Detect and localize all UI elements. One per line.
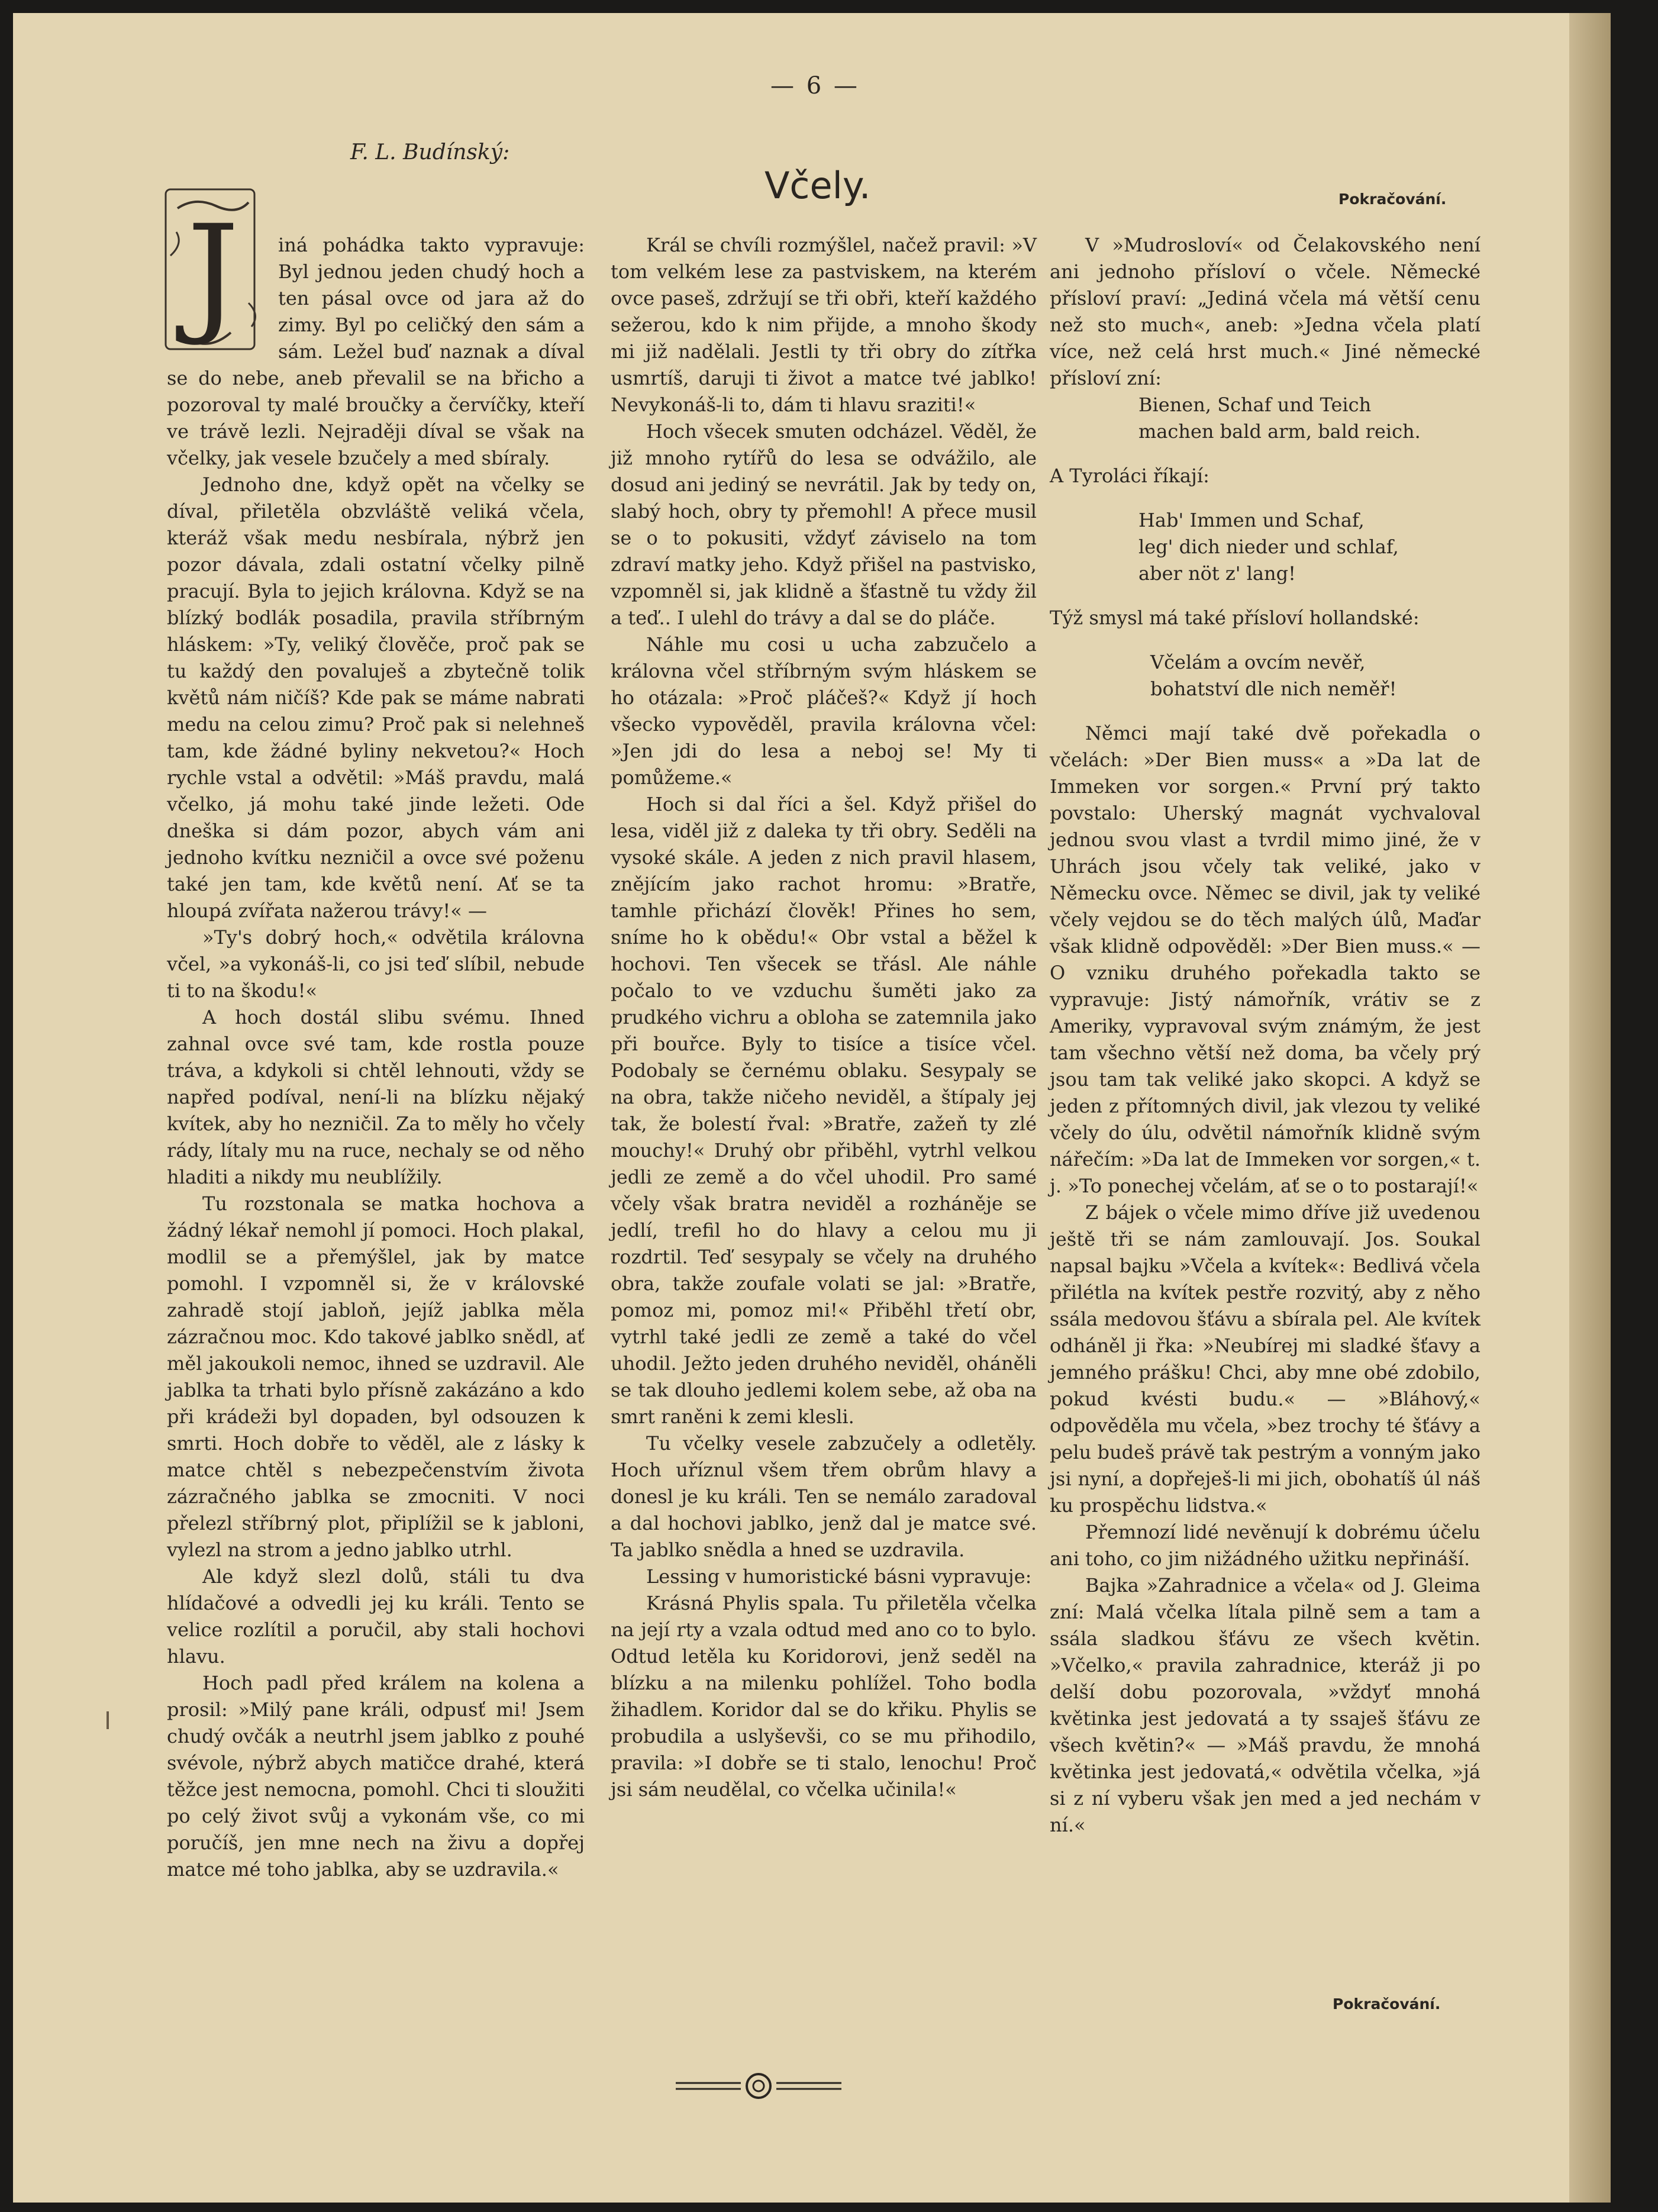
paragraph: Tu včelky vesele zabzučely a odletěly. Hoch uříznul všem třem obrům hlavy a donesl je ku králi. Ten se nemálo zaradoval a dal hochovi jablko, jenž dal je matce své. Ta jablko snědla a hned se uzdravila.	[611, 1432, 1037, 1561]
paragraph: Přemnozí lidé nevěnují k dobrému účelu ani toho, co jim nižádného užitku nepřináší.	[1050, 1521, 1480, 1570]
paragraph: Z bájek o včele mimo dříve již uvedenou ještě tři se nám zamlouvají. Jos. Soukal napsal bajku »Včela a kvítek«: Bedlivá včela přilétla na kvítek pestře rozvitý, aby z něho ssála medovou šťávu a sbírala pel. Ale kvítek odháněl ji řka: »Neubírej mi sladké šťavy a jemného prášku! Chci, aby mne obé zdobilo, pokud kvésti budu.« — »Bláhový,« odpověděla mu včela, »bez trochy té šťávy a pelu budeš právě tak pestrým a vonným jako jsi nyní, a dopřeješ-li mi jich, obohatíš úl náš ku prospěchu lidstva.«	[1050, 1201, 1480, 1517]
continued-note-bottom: Pokračování.	[1333, 1995, 1441, 2013]
paragraph: Bajka »Zahradnice a včela« od J. Gleima zní: Malá včelka lítala pilně sem a tam a ssála sladkou šťávu ze všech květin. »Včelko,« pravila zahradnice, kteráž ji po delší dobu pozorovala, »vždyť mnohá květinka jest jedovatá a ty ssaješ šťávu ze všech květin?« — »Máš pravdu, že mnohá květinka jest jedovatá,« odvětila včelka, »já si z ní vyberu však jen med a jed nechám v ní.«	[1050, 1574, 1480, 1836]
paragraph: A Tyroláci říkají:	[1050, 465, 1209, 487]
page	[13, 13, 1611, 2203]
paragraph: Náhle mu cosi u ucha zabzučelo a královna včel stříbrným svým hláskem se ho otázala: »Proč pláčeš?« Když jí hoch všecko vypověděl, pravila královna včel: »Jen jdi do lesa a neboj se! My ti pomůžeme.«	[611, 633, 1037, 789]
ornamental-initial-icon	[160, 185, 266, 356]
ornament-divider-icon	[670, 2071, 847, 2101]
verse	[1050, 649, 1480, 702]
paragraph: Hoch všecek smuten odcházel. Věděl, že již mnoho rytířů do lesa se odvážilo, ale dosud ani jediný se nevrátil. Jak by tedy on, slabý hoch, obry ty přemohl! A přece musil se o to pokusiti, vždyť záviselo na tom zdraví matky jeho. Když přišel na pastvisko, vzpomněl si, jak klidně a šťastně tu vždy žil a teď.. I ulehl do trávy a dal se do pláče.	[611, 420, 1037, 629]
verse-line: Bienen, Schaf und Teich	[1138, 394, 1372, 416]
continued-note-top: Pokračování.	[1338, 191, 1447, 208]
paragraph: Ale když slezl dolů, stáli tu dva hlídačové a odvedli jej ku králi. Tento se velice rozlítil a poručil, aby stali hochovi hlavu.	[167, 1565, 585, 1668]
verse-line: Hab' Immen und Schaf,	[1138, 509, 1365, 531]
paragraph: Lessing v humoristické básni vypravuje:	[646, 1565, 1032, 1588]
margin-mark	[107, 1711, 109, 1729]
author-name: F. L. Budínský:	[350, 140, 510, 165]
paragraph: Král se chvíli rozmýšlel, načež pravil: »V tom velkém lese za pastviskem, na kterém ovce paseš, zdržují se tři obři, kteří každého sežerou, kdo k nim přijde, a mnoho škody mi již nadělali. Jestli ty tři obry do zítřka usmrtíš, daruji ti život a matce tvé jablko! Nevykonáš-li to, dám ti hlavu sraziti!«	[611, 234, 1037, 416]
paragraph: A hoch dostál slibu svému. Ihned zahnal ovce své tam, kde rostla pouze tráva, a kdykoli si chtěl lehnouti, vždy se napřed podíval, není-li na blízku nějaký kvítek, aby ho nezničil. Za to měly ho včely rády, lítaly mu na ruce, nechaly se od něho hladiti a nikdy mu neublížily.	[167, 1006, 585, 1188]
paragraph: »Ty's dobrý hoch,« odvětila královna včel, »a vykonáš-li, co jsi teď slíbil, nebude ti to na škodu!«	[167, 926, 585, 1002]
verse-line: Včelám a ovcím nevěř,	[1150, 651, 1366, 673]
column-1	[167, 197, 585, 1883]
paragraph: Jednoho dne, když opět na včelky se díval, přiletěla obzvláště veliká včela, kteráž však medu nesbírala, nýbrž jen pozor dávala, zdali ostatní včelky pilně pracují. Byla to jejich královna. Když se na blízký bodlák posadila, pravila stříbrným hláskem: »Ty, veliký člověče, proč pak se tu každý den povaluješ a zbytečně tolik květů nám ničíš? Kde pak se máme nabrati medu na celou zimu? Proč pak si nelehneš tam, kde žádné byliny nekvetou?« Hoch rychle vstal a odvětil: »Máš pravdu, malá včelko, já mohu také jinde ležeti. Ode dneška si dám pozor, abych vám ani jednoho kvítku nezničil a ovce své poženu také jen tam, kde květů není. Ať se ta hloupá zvířata nažerou trávy!« —	[167, 473, 585, 922]
paragraph: Hoch si dal říci a šel. Když přišel do lesa, viděl již z daleka ty tři obry. Seděli na vysoké skále. A jeden z nich pravil hlasem, znějícím jako rachot hromu: »Bratře, tamhle přichází člověk! Přines ho sem, sníme ho k obědu!« Obr vstal a běžel k hochovi. Ten všecek se třásl. Ale náhle počalo to ve vzduchu šuměti jako za prudkého vichru a obloha se zatemnila jako při bouřce. Byly to tisíce a tisíce včel. Podobaly se černému oblaku. Sesypaly se na obra, takže ničeho neviděl, a štípaly jej tak, že bolestí řval: »Bratře, zažeň ty zlé mouchy!« Druhý obr přiběhl, vytrhl velkou jedli ze země a do včel uhodil. Pro samé včely však bratra neviděl a rozháněje se jedlí, trefil ho do hlavy a celou mu ji rozdrtil. Teď sesypaly se včely na druhého obra, takže zoufale volati se jal: »Bratře, pomoz mi, pomoz mi!« Přiběhl třetí obr, vytrhl také jedli ze země a také do včel uhodil. Ježto jeden druhého neviděl, oháněli se tak dlouho jedlemi kolem sebe, až oba na smrt raněni k zemi klesli.	[611, 793, 1037, 1428]
paragraph: Němci mají také dvě pořekadla o včelách: »Der Bien muss« a »Da lat de Immeken vor sorgen.« První prý takto povstalo: Uherský magnát vychvaloval jednou svou vlast a tvrdil mimo jiné, že v Uhrách jsou včely tak veliké, jako v Německu ovce. Němec se divil, jak ty veliké včely vejdou se do těch malých úlů, Maďar však klidně odpověděl: »Der Bien muss.« — O vzniku druhého pořekadla takto se vypravuje: Jistý námořník, vrátiv se z Ameriky, vypravoval svým známým, že jest tam všechno větší než doma, ba včely prý jsou tam tak veliké jako skopci. A když se jeden z přítomných divil, jak vlezou ty veliké včely do úlu, odvětil námořník klidně svým nářečím: »Da lat de Immeken vor sorgen,« t. j. »To ponechej včelám, ať se o to postarají!«	[1050, 722, 1480, 1197]
column-2	[611, 232, 1037, 1803]
verse-line: bohatství dle nich neměř!	[1150, 678, 1397, 700]
column-3	[1050, 232, 1480, 1839]
verse	[1050, 392, 1480, 445]
paragraph: Hoch padl před králem na kolena a prosil: »Milý pane králi, odpusť mi! Jsem chudý ovčák a neutrhl jsem jablko z pouhé svévole, nýbrž abych matičce drahé, která těžce jest nemocna, pomohl. Chci ti sloužiti po celý život svůj a vykonám vše, co mi poručíš, jen mne nech na živu a dopřej matce mé toho jablka, aby se uzdravila.«	[167, 1672, 585, 1881]
paragraph: Týž smysl má také přísloví hollandské:	[1050, 607, 1420, 629]
page-spine-shadow	[1569, 13, 1611, 2203]
verse-line: machen bald arm, bald reich.	[1138, 420, 1421, 443]
verse-line: leg' dich nieder und schlaf,	[1138, 536, 1399, 558]
paragraph: V »Mudrosloví« od Čelakovského není ani jednoho přísloví o včele. Německé přísloví praví: „Jediná včela má větší cenu než sto much«, aneb: »Jedna včela platí více, než celá hrst much.« Jiné německé přísloví zní:	[1050, 234, 1480, 389]
paragraph: Tu rozstonala se matka hochova a žádný lékař nemohl jí pomoci. Hoch plakal, modlil se a přemýšlel, jak by matce pomohl. I vzpomněl si, že v královské zahradě stojí jabloň, jejíž jablka měla zázračnou moc. Kdo takové jablko snědl, ať měl jakoukoli nemoc, ihned se uzdravil. Ale jablka ta trhati bylo přísně zakázáno a kdo při krádeži byl dopaden, byl odsouzen k smrti. Hoch dobře to věděl, ale z lásky k matce chtěl s nebezpečenstvím života zázračného jablka se zmocniti. V noci přelezl stříbrný plot, připlížil se k jabloni, vylezl na strom a jedno jablko utrhl.	[167, 1192, 585, 1561]
dropcap-letter: J	[186, 197, 240, 349]
verse	[1050, 507, 1480, 587]
article-title: Včely.	[765, 164, 871, 207]
page-number: — 6 —	[770, 72, 860, 99]
paragraph: iná pohádka takto vypravuje: Byl jednou jeden chudý hoch a ten pásal ovce od jara až do zimy. Byl po celičký den sám a sám. Ležel buď naznak a díval se do nebe, aneb převalil se na břicho a pozoroval ty malé broučky a červíčky, kteří ve trávě lezli. Nejraději díval se však na včelky, jak vesele bzučely a med sbíraly.	[167, 234, 585, 469]
verse-line: aber nöt z' lang!	[1138, 562, 1296, 585]
paragraph: Krásná Phylis spala. Tu přiletěla včelka na její rty a vzala odtud med ano co to bylo. Odtud letěla ku Koridorovi, jenž seděl na blízku a na milenku pohlížel. Toho bodla žihadlem. Koridor dal se do křiku. Phylis se probudila a uslyševši, co se mu přihodilo, pravila: »I dobře se ti stalo, lenochu! Proč jsi sám neudělal, co včelka učinila!«	[611, 1592, 1037, 1801]
